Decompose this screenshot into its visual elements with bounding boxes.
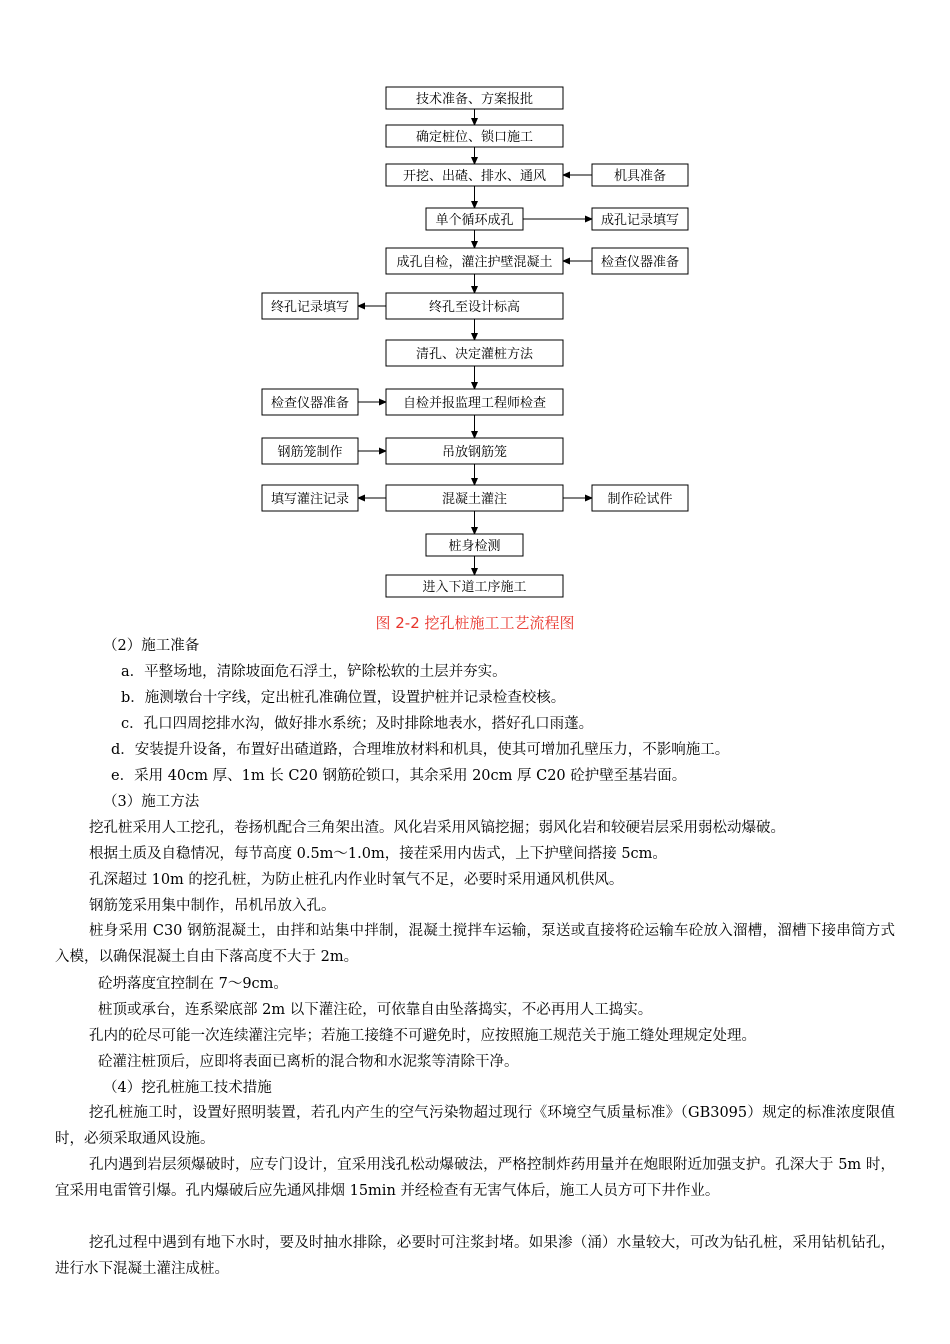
flow-step-11	[426, 534, 523, 556]
flow-step-8-label: 自检并报监理工程师检查	[402, 396, 547, 411]
section-3-heading: （3）施工方法	[103, 794, 200, 810]
flow-step-1-label: 技术准备、方案报批	[415, 92, 534, 107]
flow-side-left-4-label: 填写灌注记录	[270, 492, 350, 507]
flow-step-12	[386, 575, 563, 597]
section-4-heading: （4）挖孔桩施工技术措施	[103, 1080, 272, 1096]
prep-item-c: c．孔口四周挖排水沟，做好排水系统；及时排除地表水，搭好孔口雨蓬。	[121, 716, 594, 732]
prep-item-e: e．采用 40cm 厚、1m 长 C20 钢筋砼锁口，其余采用 20cm 厚 C20 砼护壁至基岩面。	[111, 768, 687, 784]
flow-step-2	[386, 125, 563, 147]
figure-caption: 图 2-2 挖孔桩施工工艺流程图	[375, 614, 575, 632]
flow-step-12-label: 进入下道工序施工	[422, 580, 527, 595]
method-line-6: 桩顶或承台，连系梁底部 2m 以下灌注砼，可依靠自由坠落捣实，不必再用人工捣实。	[98, 1002, 653, 1018]
method-line-1: 挖孔桩采用人工挖孔，卷扬机配合三角架出渣。风化岩采用风镐挖掘；弱风化岩和较硬岩层采用弱松动爆破。	[89, 820, 785, 836]
measure-paragraph-2: 孔内遇到岩层须爆破时，应专门设计，宜采用浅孔松动爆破法，严格控制炸药用量并在炮眼附近加强支护。孔深大于 5m 时，宜采用电雷管引爆。孔内爆破后应先通风排烟 15min 并经检查有无害气体后，施工人员方可下井作业。	[55, 1157, 895, 1199]
flow-side-right-4-label: 制作砼试件	[607, 492, 673, 507]
method-line-7: 孔内的砼尽可能一次连续灌注完毕；若施工接缝不可避免时，应按照施工规范关于施工缝处理规定处理。	[89, 1028, 756, 1044]
flow-side-left-2-label: 检查仪器准备	[270, 396, 350, 411]
flow-side-left-1-label: 终孔记录填写	[270, 300, 350, 315]
method-paragraph: 桩身采用 C30 钢筋混凝土，由拌和站集中拌制，混凝土搅拌车运输，泵送或直接将砼运输车砼放入溜槽，溜槽下接串筒方式入模，以确保混凝土自由下落高度不大于 2m。	[55, 923, 895, 965]
flow-side-left-1	[262, 293, 358, 319]
flow-step-6-label: 终孔至设计标高	[428, 300, 521, 315]
flow-step-4	[426, 208, 523, 230]
measure-paragraph-1: 挖孔桩施工时，设置好照明装置，若孔内产生的空气污染物超过现行《环境空气质量标准》（GB3095）规定的标准浓度限值时，必须采取通风设施。	[55, 1105, 895, 1147]
flow-side-right-1	[592, 164, 688, 186]
method-line-4: 钢筋笼采用集中制作，吊机吊放入孔。	[89, 898, 336, 914]
flow-step-6	[386, 293, 563, 319]
method-line-5: 砼坍落度宜控制在 7～9cm。	[98, 976, 288, 992]
flow-step-7	[386, 340, 563, 366]
flow-side-left-4	[262, 485, 358, 511]
flow-step-10	[386, 485, 563, 511]
flow-step-9-label: 吊放钢筋笼	[441, 445, 508, 460]
flow-step-5-label: 成孔自检，灌注护壁混凝土	[396, 255, 553, 270]
flow-side-right-1-label: 机具准备	[613, 169, 667, 184]
process-flowchart	[0, 0, 950, 610]
flow-step-8	[386, 389, 563, 415]
flow-side-right-2	[592, 208, 688, 230]
prep-item-a: a．平整场地，清除坡面危石浮土，铲除松软的土层并夯实。	[121, 664, 507, 680]
flow-side-left-3	[262, 438, 358, 464]
method-line-2: 根据土质及自稳情况，每节高度 0.5m～1.0m，接茬采用内齿式，上下护壁间搭接 5cm。	[89, 846, 667, 862]
method-line-8: 砼灌注桩顶后，应即将表面已离析的混合物和水泥浆等清除干净。	[98, 1054, 519, 1070]
flow-step-7-label: 清孔、决定灌桩方法	[415, 347, 534, 362]
flow-side-left-3-label: 钢筋笼制作	[277, 445, 343, 460]
flow-step-4-label: 单个循环成孔	[435, 213, 514, 228]
flow-side-right-4	[592, 485, 688, 511]
flow-step-5	[386, 248, 563, 274]
flow-step-11-label: 桩身检测	[448, 539, 501, 554]
flow-step-3-label: 开挖、出碴、排水、通风	[402, 169, 547, 184]
measure-paragraph-3: 挖孔过程中遇到有地下水时，要及时抽水排除，必要时可注浆封堵。如果渗（涌）水量较大，可改为钻孔桩，采用钻机钻孔，进行水下混凝土灌注成桩。	[55, 1235, 895, 1277]
section-2-heading: （2）施工准备	[103, 638, 200, 654]
flow-step-10-label: 混凝土灌注	[441, 492, 508, 507]
flow-side-right-3	[592, 248, 688, 274]
prep-item-b: b．施测墩台十字线，定出桩孔准确位置，设置护桩并记录检查校核。	[121, 690, 566, 706]
flow-side-right-3-label: 检查仪器准备	[600, 255, 680, 270]
prep-item-d: d．安装提升设备，布置好出碴道路，合理堆放材料和机具，使其可增加孔壁压力，不影响施工。	[111, 742, 730, 758]
flow-step-1	[386, 87, 563, 109]
method-line-3: 孔深超过 10m 的挖孔桩，为防止桩孔内作业时氧气不足，必要时采用通风机供风。	[89, 872, 624, 888]
flow-step-2-label: 确定桩位、锁口施工	[415, 130, 534, 145]
flow-step-9	[386, 438, 563, 464]
flow-side-right-2-label: 成孔记录填写	[600, 213, 680, 228]
flow-side-left-2	[262, 389, 358, 415]
flow-step-3	[386, 164, 563, 186]
